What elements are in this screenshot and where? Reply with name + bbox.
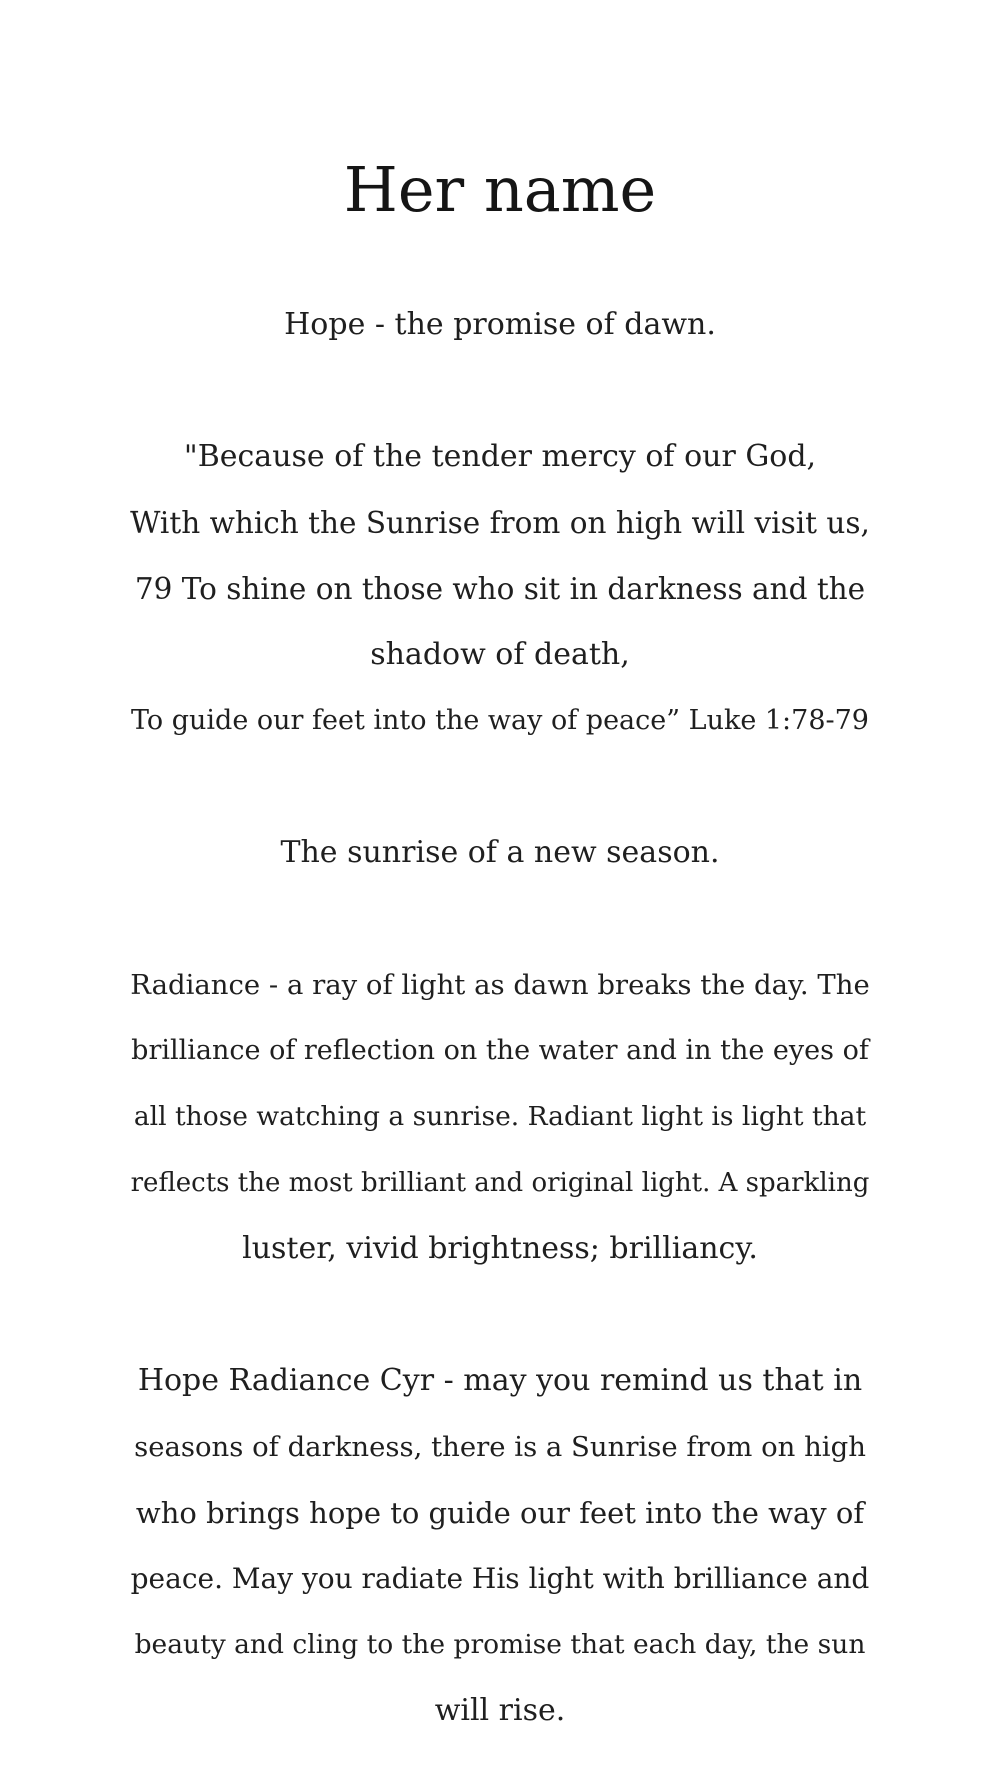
- scripture-quote: [130, 424, 870, 754]
- radiance-line-3: all those watching a sunrise. Radiant light is light that: [133, 1101, 867, 1132]
- radiance-line-2: brilliance of reflection on the water and in the eyes of: [131, 1035, 869, 1066]
- season-line-text: The sunrise of a new season.: [280, 835, 720, 870]
- scripture-line-3: 79 To shine on those who sit in darkness and the: [134, 572, 866, 606]
- scripture-line-4: shadow of death,: [370, 637, 630, 672]
- closing-line-6: will rise.: [434, 1693, 566, 1728]
- hope-line-text: Hope - the promise of dawn.: [284, 307, 716, 342]
- radiance-paragraph: [130, 952, 870, 1282]
- radiance-line-5: luster, vivid brightness; brilliancy.: [242, 1231, 758, 1266]
- scripture-line-2: With which the Sunrise from on high will visit us,: [130, 506, 870, 540]
- radiance-line-1: Radiance - a ray of light as dawn breaks the day. The: [130, 969, 870, 1001]
- closing-line-5: beauty and cling to the promise that each day, the sun: [134, 1629, 866, 1660]
- page-title: Her name: [343, 153, 657, 226]
- season-line: [130, 820, 870, 886]
- document-body: [130, 292, 870, 1744]
- scripture-line-1: "Because of the tender mercy of our God,: [183, 439, 817, 474]
- closing-paragraph: [130, 1348, 870, 1744]
- hope-line: [130, 292, 870, 358]
- closing-line-3: who brings hope to guide our feet into the way of: [135, 1496, 865, 1530]
- closing-line-1: Hope Radiance Cyr - may you remind us that in: [137, 1363, 863, 1398]
- closing-line-4: peace. May you radiate His light with brilliance and: [130, 1562, 870, 1595]
- radiance-line-4: reflects the most brilliant and original light. A sparkling: [130, 1168, 870, 1198]
- closing-line-2: seasons of darkness, there is a Sunrise from on high: [134, 1431, 866, 1463]
- scripture-line-5: To guide our feet into the way of peace” Luke 1:78-79: [130, 705, 869, 736]
